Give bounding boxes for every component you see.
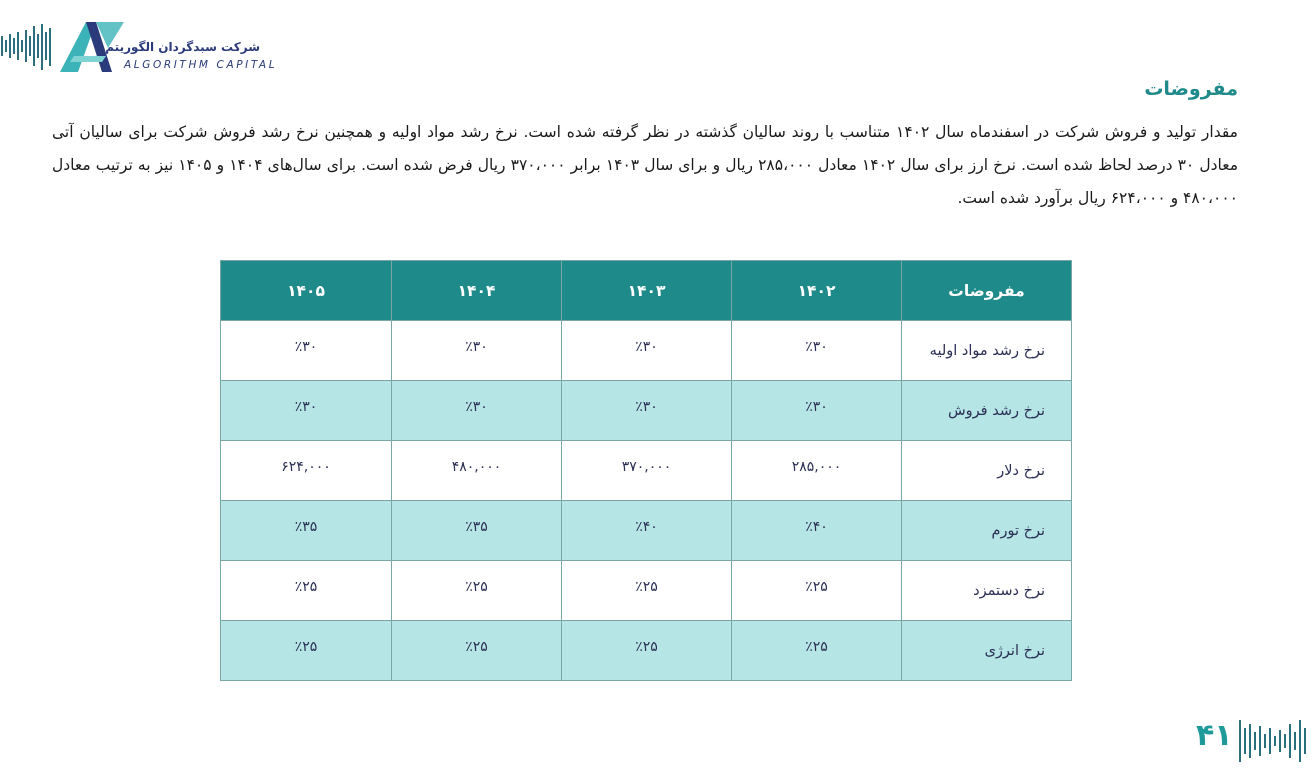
table-row <box>221 561 1072 621</box>
table-row <box>221 501 1072 561</box>
table-row <box>221 381 1072 441</box>
row-label: نرخ انرژی <box>902 621 1072 681</box>
row-label: نرخ دلار <box>902 441 1072 501</box>
table-cell: ٪۳۰ <box>732 381 902 441</box>
row-label: نرخ تورم <box>902 501 1072 561</box>
table-cell: ٪۲۵ <box>732 561 902 621</box>
table-cell: ٪۳۰ <box>392 381 562 441</box>
company-name-fa: شرکت سبدگردان الگوریتم <box>105 40 260 54</box>
table-cell: ٪۲۵ <box>221 621 392 681</box>
table-cell: ٪۲۵ <box>562 621 732 681</box>
row-label: نرخ دستمزد <box>902 561 1072 621</box>
assumptions-table <box>220 260 1072 681</box>
table-cell: ٪۳۰ <box>221 321 392 381</box>
page-number: ۴۱ <box>1196 718 1233 753</box>
table-cell: ٪۳۵ <box>221 501 392 561</box>
table-cell: ٪۳۰ <box>221 381 392 441</box>
table-row <box>221 321 1072 381</box>
table-cell: ٪۳۰ <box>562 321 732 381</box>
table-cell: ٪۳۰ <box>732 321 902 381</box>
table-header-row <box>221 261 1072 321</box>
table-cell: ۴۸۰,۰۰۰ <box>392 441 562 501</box>
row-label: نرخ رشد مواد اولیه <box>902 321 1072 381</box>
table-cell: ۲۸۵,۰۰۰ <box>732 441 902 501</box>
bar-wave-icon <box>0 22 60 72</box>
assumptions-paragraph: مقدار تولید و فروش شرکت در اسفندماه سال ۱۴۰۲ متناسب با روند سالیان گذشته در نظر گرفته شده است. نرخ رشد مواد اولیه و همچنین نرخ رشد فروش شرکت برای سالیان آتی معادل ۳۰ درصد لحاظ شده است. نرخ ارز برای سال ۱۴۰۲ معادل ۲۸۵،۰۰۰ ریال و برای سال ۱۴۰۳ برابر ۳۷۰،۰۰۰ ریال فرض شده است. برای سال‌های ۱۴۰۴ و ۱۴۰۵ نیز به ترتیب معادل ۴۸۰،۰۰۰ و ۶۲۴،۰۰۰ ریال برآورد شده است. <box>52 123 1239 207</box>
company-name-en: ALGORITHM CAPITAL <box>124 59 278 71</box>
header-year-1403: ۱۴۰۳ <box>562 261 732 321</box>
table-cell: ٪۲۵ <box>392 561 562 621</box>
row-label: نرخ رشد فروش <box>902 381 1072 441</box>
table-cell: ٪۲۵ <box>732 621 902 681</box>
table-cell: ٪۲۵ <box>392 621 562 681</box>
header-year-1402: ۱۴۰۲ <box>732 261 902 321</box>
table-row <box>221 621 1072 681</box>
header-assumptions: مفروضات <box>902 261 1072 321</box>
table-row <box>221 441 1072 501</box>
bar-wave-icon <box>1236 718 1308 764</box>
header-year-1405: ۱۴۰۵ <box>221 261 392 321</box>
header-year-1404: ۱۴۰۴ <box>392 261 562 321</box>
table-cell: ۳۷۰,۰۰۰ <box>562 441 732 501</box>
table-cell: ٪۳۵ <box>392 501 562 561</box>
table-cell: ٪۴۰ <box>732 501 902 561</box>
table-cell: ٪۴۰ <box>562 501 732 561</box>
table-cell: ٪۲۵ <box>221 561 392 621</box>
company-logo <box>0 14 278 78</box>
table-cell: ۶۲۴,۰۰۰ <box>221 441 392 501</box>
table-cell: ٪۳۰ <box>392 321 562 381</box>
table-cell: ٪۲۵ <box>562 561 732 621</box>
section-title: مفروضات <box>1144 78 1238 100</box>
table-cell: ٪۳۰ <box>562 381 732 441</box>
